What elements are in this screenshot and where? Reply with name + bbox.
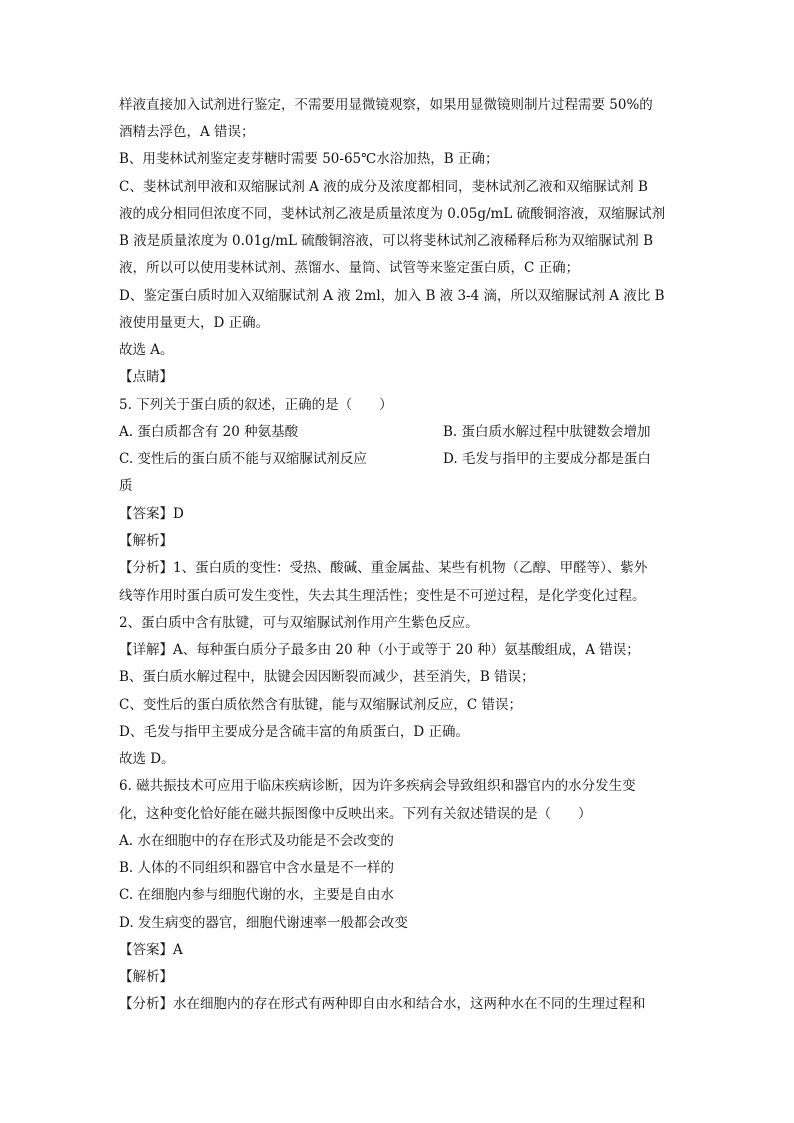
option-b: B. 蛋白质水解过程中肽键数会增加 xyxy=(443,424,651,440)
text-line: D、鉴定蛋白质时加入双缩脲试剂 A 液 2ml，加入 B 液 3-4 滴，所以双缩脲试剂 A 液比 B xyxy=(119,288,665,304)
option-a: A. 蛋白质都含有 20 种氨基酸 xyxy=(119,424,299,440)
question-stem: 6. 磁共振技术可应用于临床疾病诊断，因为许多疾病会导致组织和器官内的水分发生变 xyxy=(119,778,636,794)
text-line: 液，所以可以使用斐林试剂、蒸馏水、量筒、试管等来鉴定蛋白质，C 正确； xyxy=(119,260,580,276)
section-label: 【解析】 xyxy=(119,533,173,549)
answer-line: 【答案】D xyxy=(119,506,184,522)
text-line: 2、蛋白质中含有肽键，可与双缩脲试剂作用产生紫色反应。 xyxy=(119,615,479,631)
text-line: 液的成分相同但浓度不同，斐林试剂乙液是质量浓度为 0.05g/mL 硫酸铜溶液，双缩脲试剂 xyxy=(119,206,666,222)
option-d-continued: 质 xyxy=(119,478,133,494)
option-c: C. 在细胞内参与细胞代谢的水，主要是自由水 xyxy=(119,887,394,903)
text-line: 故选 A。 xyxy=(119,342,174,358)
text-line: 线等作用时蛋白质可发生变性，失去其生理活性；变性是不可逆过程，是化学变化过程。 xyxy=(119,588,646,604)
text-line: 【分析】1、蛋白质的变性：受热、酸碱、重金属盐、某些有机物（乙醇、甲醛等）、紫外 xyxy=(119,560,648,576)
text-line: B、用斐林试剂鉴定麦芽糖时需要 50-65℃水浴加热，B 正确； xyxy=(119,151,499,167)
text-line: 【详解】A、每种蛋白质分子最多由 20 种（小于或等于 20 种）氨基酸组成，A 错误； xyxy=(119,642,640,658)
option-d: D. 发生病变的器官，细胞代谢速率一般都会改变 xyxy=(119,915,408,931)
answer-line: 【答案】A xyxy=(119,942,183,958)
section-label: 【点睛】 xyxy=(119,369,173,385)
option-b: B. 人体的不同组织和器官中含水量是不一样的 xyxy=(119,860,395,876)
text-line: D、毛发与指甲主要成分是含硫丰富的角质蛋白，D 正确。 xyxy=(119,724,469,740)
text-line: C、斐林试剂甲液和双缩脲试剂 A 液的成分及浓度都相同，斐林试剂乙液和双缩脲试剂 B xyxy=(119,179,648,195)
text-line: 【分析】水在细胞内的存在形式有两种即自由水和结合水，这两种水在不同的生理过程和 xyxy=(119,996,646,1012)
option-d: D. 毛发与指甲的主要成分都是蛋白 xyxy=(443,451,651,467)
text-line: C、变性后的蛋白质依然含有肽键，能与双缩脲试剂反应，C 错误； xyxy=(119,697,522,713)
text-line: 酒精去浮色，A 错误； xyxy=(119,124,255,140)
section-label: 【解析】 xyxy=(119,969,173,985)
option-c: C. 变性后的蛋白质不能与双缩脲试剂反应 xyxy=(119,451,367,467)
text-line: 液使用量更大，D 正确。 xyxy=(119,315,270,331)
question-stem: 化，这种变化恰好能在磁共振图像中反映出来。下列有关叙述错误的是（ ） xyxy=(119,806,592,822)
text-line: B 液是质量浓度为 0.01g/mL 硫酸铜溶液，可以将斐林试剂乙液稀释后称为双缩脲试剂 B xyxy=(119,233,654,249)
question-stem: 5. 下列关于蛋白质的叙述，正确的是（ ） xyxy=(119,397,393,413)
text-line: 样液直接加入试剂进行鉴定，不需要用显微镜观察，如果用显微镜则制片过程需要 50%的 xyxy=(119,97,653,113)
text-line: 故选 D。 xyxy=(119,751,175,767)
option-a: A. 水在细胞中的存在形式及功能是不会改变的 xyxy=(119,833,394,849)
text-line: B、蛋白质水解过程中，肽键会因因断裂而减少，甚至消失，B 错误； xyxy=(119,669,535,685)
